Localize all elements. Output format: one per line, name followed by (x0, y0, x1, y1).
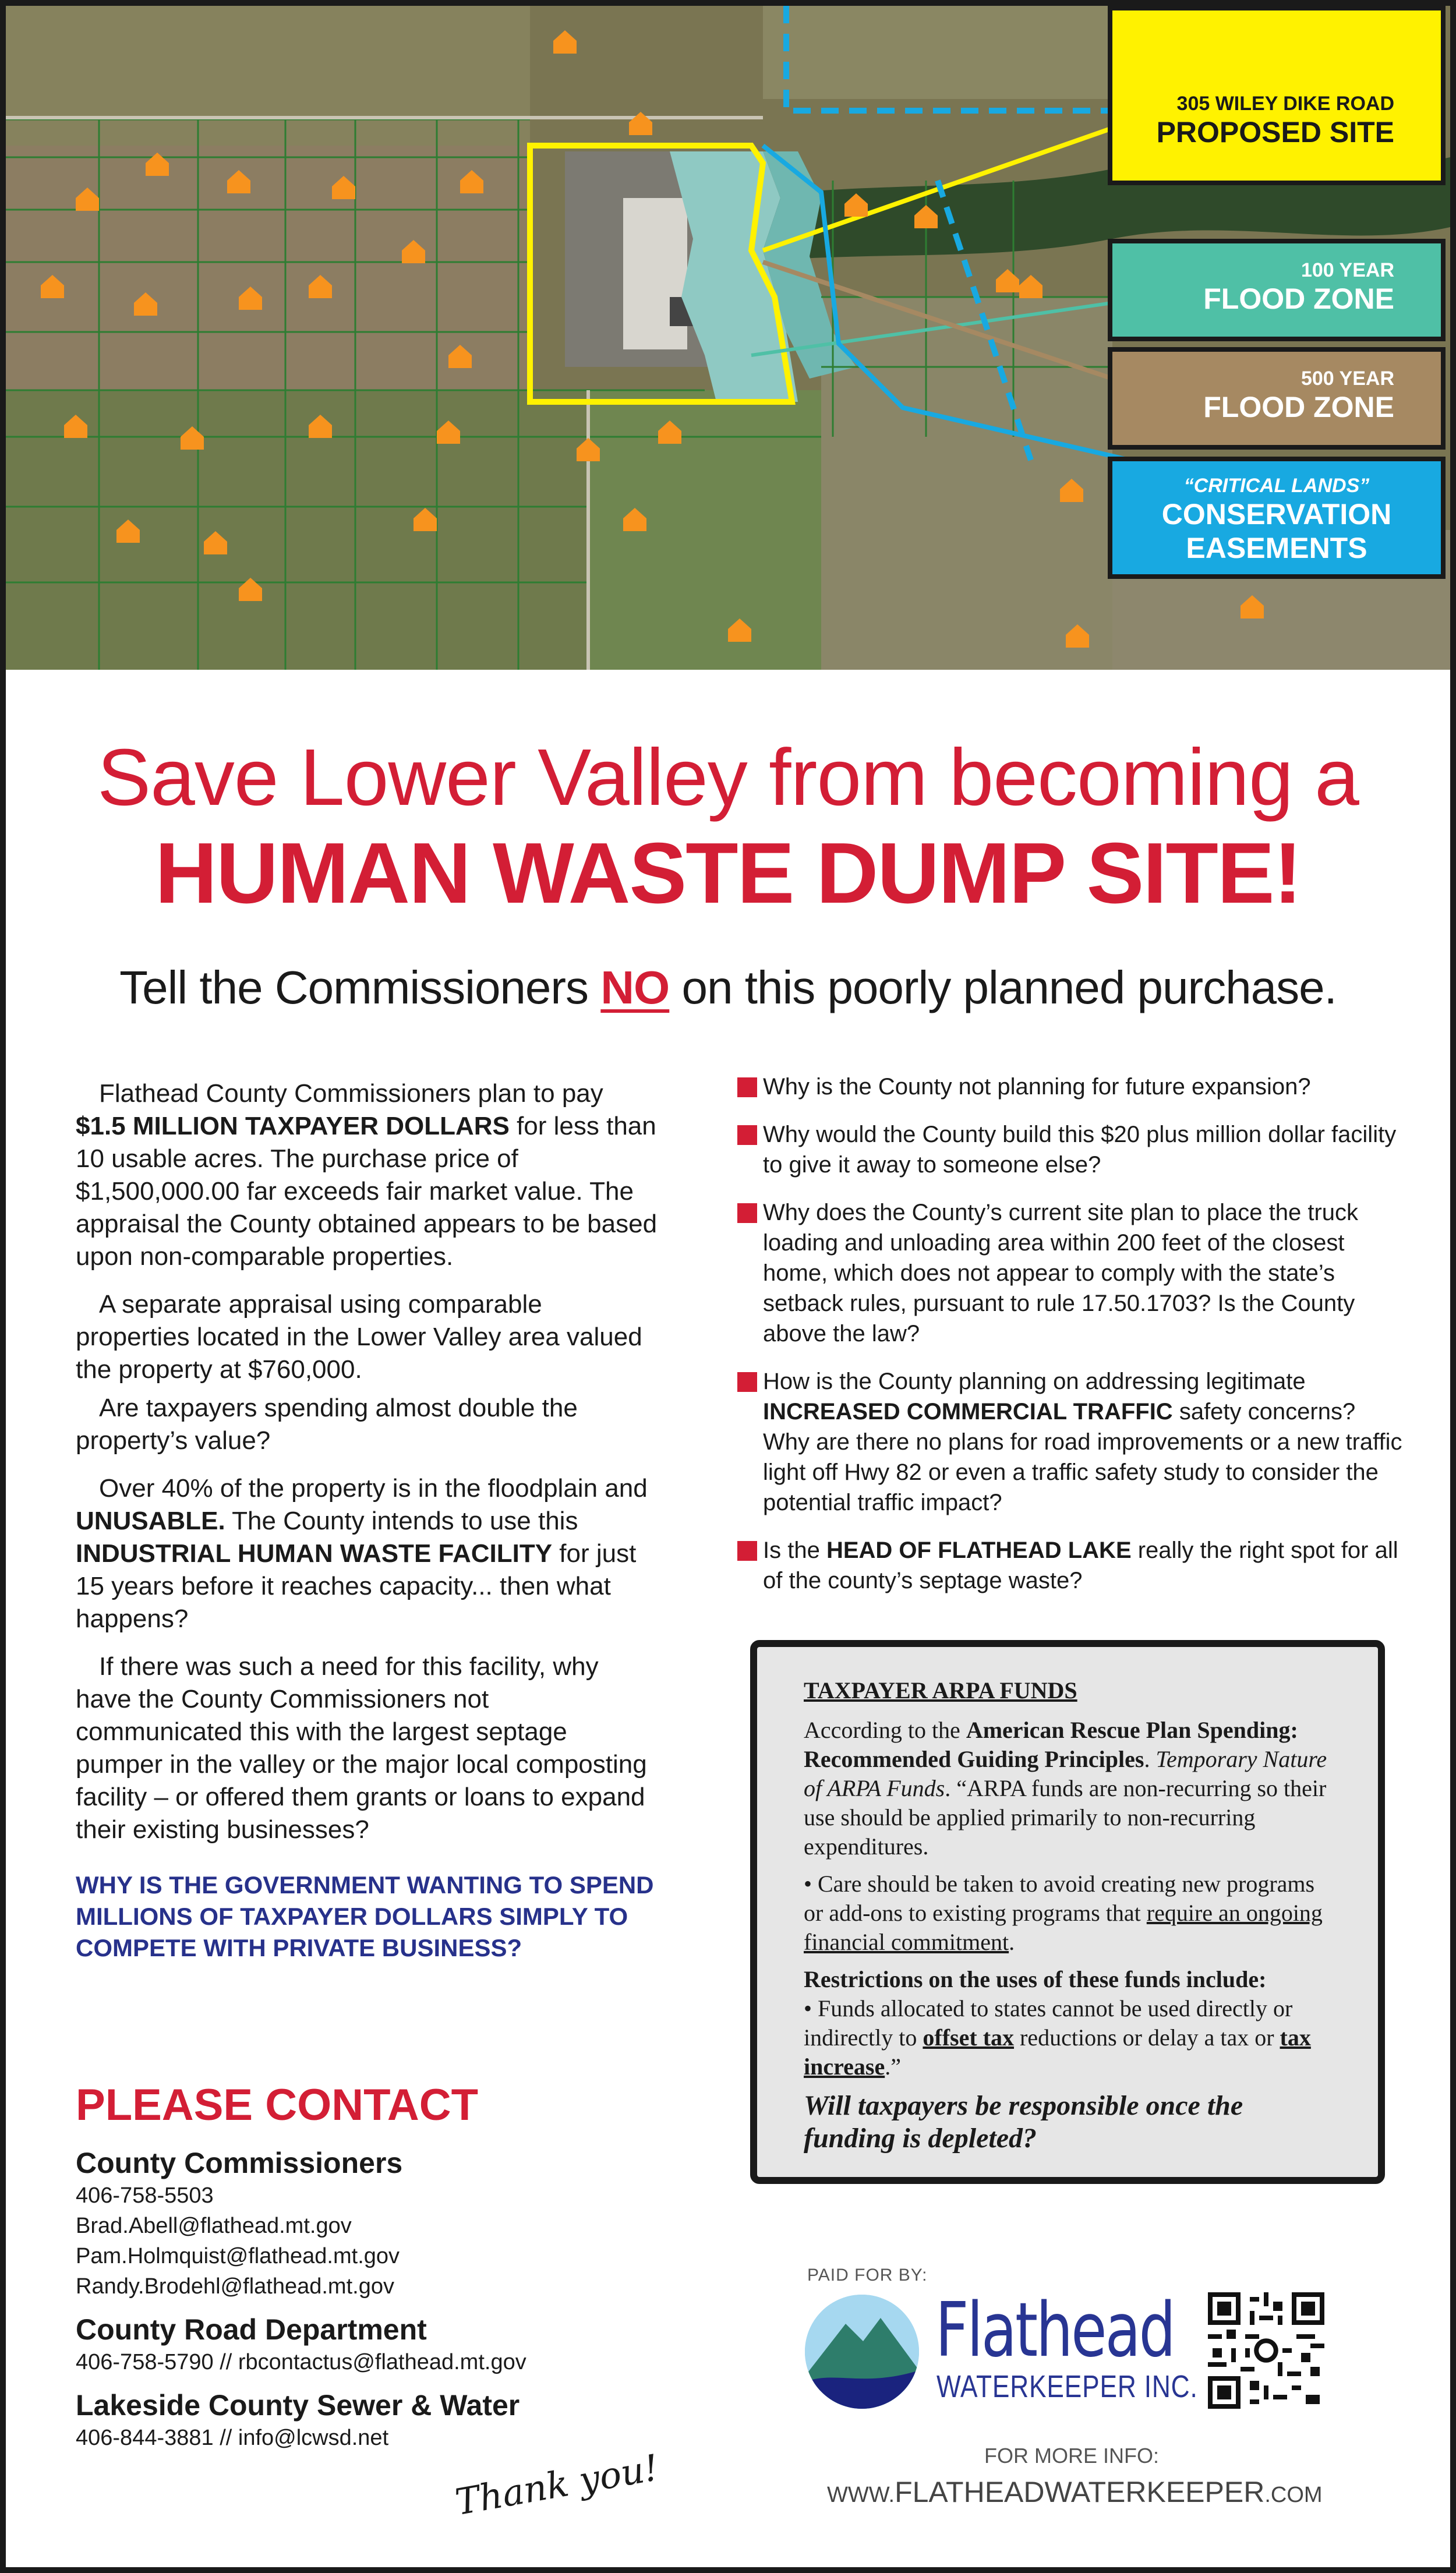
arpa-text-italic: Temporary Nature of ARPA Funds (804, 1746, 1327, 1801)
website-link[interactable] (827, 2475, 1323, 2509)
arpa-paragraph-care (804, 1869, 1331, 1957)
contact-group-road-department (76, 2312, 658, 2377)
p4-text-unusable: UNUSABLE. (76, 1507, 225, 1535)
aerial-map (6, 6, 1450, 670)
question-item (750, 1197, 1402, 1349)
website-suffix: .COM (1264, 2483, 1323, 2507)
tagline-pre: Tell the Commissioners (119, 962, 601, 1013)
arpa-text: . “ARPA funds are non-recurring so their use should be applied primarily to non-recurring expenditures. (804, 1775, 1327, 1860)
arpa-restrictions-head: Restrictions on the uses of these funds include: (804, 1966, 1267, 1992)
question-text-bold: HEAD OF FLATHEAD LAKE (826, 1538, 1132, 1563)
flood-500-label (1108, 347, 1446, 450)
contact-head: County Commissioners (76, 2147, 403, 2179)
question-text-bold: INCREASED COMMERCIAL TRAFFIC (763, 1399, 1173, 1425)
thank-you-signature: Thank you! (452, 2445, 662, 2524)
arpa-funds-box (750, 1640, 1385, 2184)
proposed-site-address: 305 WILEY DIKE ROAD (1176, 93, 1394, 115)
question-text: Is the (763, 1538, 826, 1563)
arpa-text: reductions or delay a tax or (1014, 2024, 1280, 2051)
critical-lands-line1: CONSERVATION (1161, 498, 1392, 531)
question-item (750, 1366, 1402, 1518)
question-text: How is the County planning on addressing legitimate (763, 1369, 1306, 1394)
p4-text-c: The County intends to use this (225, 1507, 578, 1535)
tagline-post: on this poorly planned purchase. (669, 962, 1337, 1013)
p1-text-c: for less than 10 usable acres. The purchase price of $1,500,000.00 far exceeds fair market value. The appraisal the County obtained appears to be based upon non-comparable properties. (76, 1112, 658, 1271)
waterkeeper-logo-icon (805, 2295, 919, 2409)
paragraph-floodplain (76, 1472, 658, 1635)
contact-section (76, 2079, 658, 2453)
p1-text-a: Flathead County Commissioners plan to pay (99, 1079, 603, 1108)
question-text: really the right spot for all of the county’s septage waste? (763, 1538, 1398, 1593)
arpa-title: TAXPAYER ARPA FUNDS (804, 1677, 1077, 1703)
paragraph-septage-pumper: If there was such a need for this facility, why have the County Commissioners not communicated this with the largest septage pumper in the valley or the major local composting facility – or offered them grants or loans to expand their existing businesses? (76, 1652, 647, 1844)
contact-phone-email[interactable]: 406-844-3881 // info@lcwsd.net (76, 2426, 389, 2450)
paragraph-purchase-price (76, 1077, 658, 1273)
arpa-text: According to the (804, 1717, 966, 1743)
p4-text-e: for just 15 years before it reaches capacity... then what happens? (76, 1539, 637, 1633)
red-square-bullet-icon (737, 1541, 757, 1561)
question-text: Why would the County build this $20 plus million dollar facility to give it away to someone else? (763, 1122, 1397, 1178)
contact-title: PLEASE CONTACT (76, 2080, 479, 2130)
mountain-lake-icon (805, 2295, 919, 2409)
contact-group-sewer-water (76, 2388, 658, 2453)
critical-lands-title: “CRITICAL LANDS” (1183, 475, 1370, 497)
government-question: WHY IS THE GOVERNMENT WANTING TO SPEND MILLIONS OF TAXPAYER DOLLARS SIMPLY TO COMPETE WITH PRIVATE BUSINESS? (76, 1871, 654, 1961)
flood-100-label (1108, 239, 1446, 341)
paragraph-double-value: Are taxpayers spending almost double the property’s value? (76, 1394, 578, 1455)
qr-code-icon[interactable] (1208, 2292, 1324, 2409)
questions-column (750, 1072, 1402, 1613)
arpa-text-offset-tax: offset tax (923, 2024, 1015, 2051)
tagline-no: NO (600, 962, 670, 1013)
arpa-text: • Care should be taken to avoid creating new programs or add-ons to existing programs that (804, 1871, 1315, 1926)
contact-email[interactable]: Randy.Brodehl@flathead.mt.gov (76, 2274, 394, 2299)
red-square-bullet-icon (737, 1372, 757, 1392)
question-text: Why is the County not planning for future expansion? (763, 1074, 1311, 1100)
tagline (6, 961, 1450, 1015)
question-item (750, 1119, 1402, 1180)
left-column (76, 1077, 658, 1979)
org-subtitle: WATERKEEPER INC. (936, 2369, 1198, 2404)
arpa-text-underlined: require an ongoing financial commitment (804, 1900, 1323, 1955)
flood-500-zone: FLOOD ZONE (1203, 391, 1394, 423)
arpa-paragraph-principles (804, 1716, 1331, 1861)
red-square-bullet-icon (737, 1077, 757, 1097)
contact-phone: 406-758-5503 (76, 2183, 214, 2208)
arpa-text: . (1009, 1929, 1015, 1955)
proposed-site-label (1108, 6, 1446, 185)
arpa-paragraph-restrictions (804, 1965, 1331, 2081)
contact-email[interactable]: Brad.Abell@flathead.mt.gov (76, 2214, 352, 2238)
contact-group-commissioners (76, 2146, 658, 2302)
red-square-bullet-icon (737, 1125, 757, 1145)
flood-100-year: 100 YEAR (1300, 259, 1394, 281)
flood-100-zone: FLOOD ZONE (1203, 282, 1394, 315)
paid-for-by: PAID FOR BY: (807, 2265, 928, 2285)
website-domain: FLATHEADWATERKEEPER (895, 2476, 1265, 2508)
contact-head: County Road Department (76, 2313, 427, 2346)
critical-lands-line2: EASEMENTS (1186, 532, 1367, 564)
headline-line2: HUMAN WASTE DUMP SITE! (155, 825, 1301, 921)
headline-line1: Save Lower Valley from becoming a (97, 733, 1359, 822)
arpa-text-tax-increase: tax increase (804, 2024, 1311, 2080)
question-item (750, 1535, 1402, 1596)
p4-text-facility: INDUSTRIAL HUMAN WASTE FACILITY (76, 1539, 553, 1568)
arpa-text: .” (885, 2054, 901, 2080)
proposed-site-title: PROPOSED SITE (1156, 116, 1394, 149)
more-info-label: FOR MORE INFO: (984, 2444, 1159, 2468)
arpa-text-bold: American Rescue Plan Spending: Recommended Guiding Principles (804, 1717, 1298, 1772)
website-prefix: WWW. (827, 2483, 895, 2507)
arpa-text: • Funds allocated to states cannot be used directly or indirectly to (804, 1995, 1293, 2051)
p4-text-a: Over 40% of the property is in the floodplain and (99, 1474, 648, 1503)
p1-text-bold: $1.5 MILLION TAXPAYER DOLLARS (76, 1112, 510, 1140)
org-name: Flathead (935, 2287, 1174, 2374)
question-text: Why does the County’s current site plan to place the truck loading and unloading area within 200 feet of the closest home, which does not appear to comply with the state’s setback rules, pursuant to rule 17.50.1703? Is the County above the law? (763, 1200, 1359, 1346)
qr-code-graphic (1208, 2292, 1324, 2409)
arpa-text: . (1144, 1746, 1156, 1772)
flood-500-year: 500 YEAR (1300, 367, 1394, 390)
question-item (750, 1072, 1402, 1102)
contact-phone-email[interactable]: 406-758-5790 // rbcontactus@flathead.mt.gov (76, 2350, 526, 2374)
contact-head: Lakeside County Sewer & Water (76, 2389, 520, 2422)
arpa-final-question: Will taxpayers be responsible once the funding is depleted? (804, 2090, 1243, 2154)
question-text: safety concerns? Why are there no plans for road improvements or a new traffic light off Hwy 82 or even a traffic safety study to consider the potential traffic impact? (763, 1399, 1402, 1515)
paragraph-separate-appraisal: A separate appraisal using comparable properties located in the Lower Valley area valued the property at $760,000. (76, 1290, 642, 1384)
contact-email[interactable]: Pam.Holmquist@flathead.mt.gov (76, 2244, 400, 2268)
red-square-bullet-icon (737, 1203, 757, 1223)
critical-lands-label (1108, 457, 1446, 579)
